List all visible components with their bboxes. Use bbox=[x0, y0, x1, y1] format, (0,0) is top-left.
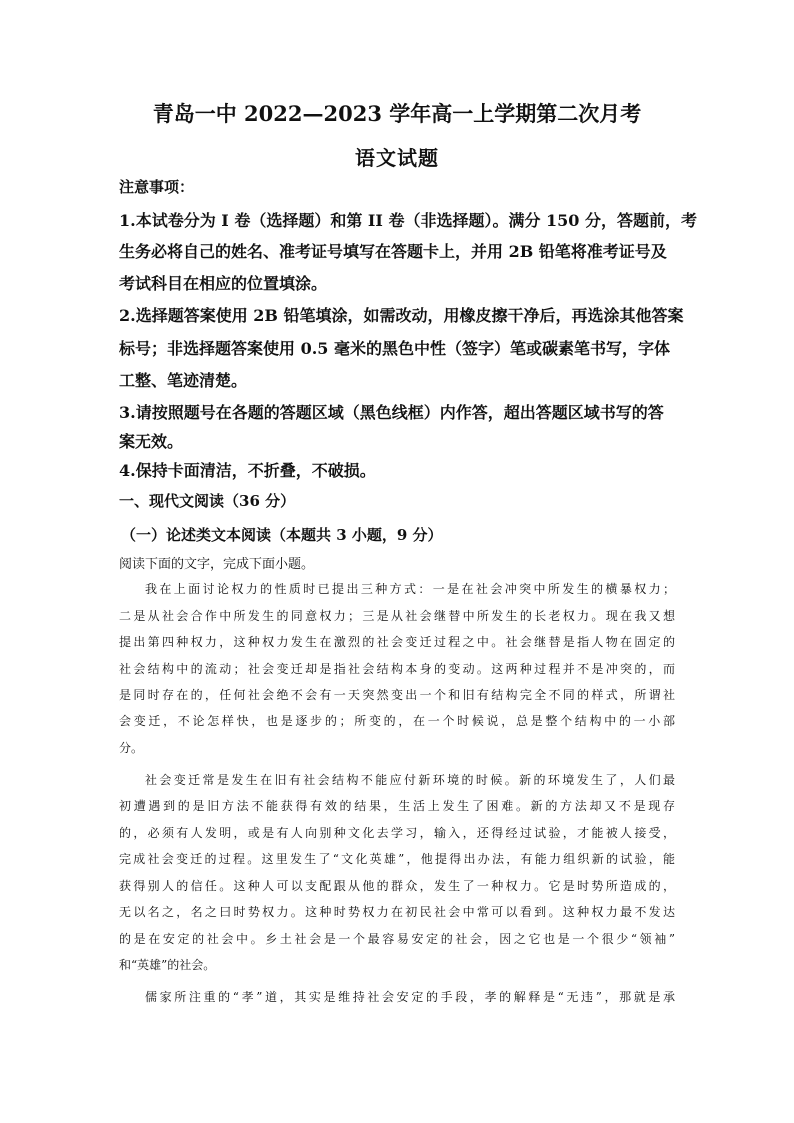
notes-line: 生务必将自己的姓名、准考证号填写在答题卡上，并用 2B 铅笔将准考证号及 bbox=[119, 242, 667, 261]
notes-line: 4.保持卡面清洁，不折叠，不破损。 bbox=[119, 461, 376, 480]
reading-instruction: 阅读下面的文字，完成下面小题。 bbox=[119, 557, 315, 572]
exam-subtitle: 语文试题 bbox=[355, 146, 439, 170]
subsection-heading: （一）论述类文本阅读（本题共 3 小题，9 分） bbox=[121, 526, 443, 544]
passage-line: 完成社会变迁的过程。这里发生了“文化英雄”，他提得出办法，有能力组织新的试验，能 bbox=[119, 852, 675, 866]
passage-line: 社会结构中的流动；社会变迁却是指社会结构本身的变动。这两种过程并不是冲突的，而 bbox=[119, 662, 675, 676]
notes-line: 工整、笔迹清楚。 bbox=[119, 371, 248, 390]
passage-line: 二是从社会合作中所发生的同意权力；三是从社会继替中所发生的长老权力。现在我又想 bbox=[119, 609, 675, 623]
notes-line: 1.本试卷分为 I 卷（选择题）和第 II 卷（非选择题）。满分 150 分，答题前，考 bbox=[119, 211, 697, 230]
passage-line: 和“英雄”的社会。 bbox=[119, 958, 216, 972]
exam-title: 青岛一中 2022—2023 学年高一上学期第二次月考 bbox=[152, 101, 642, 126]
passage-line: 会变迁，不论怎样快，也是逐步的；所变的，在一个时候说，总是整个结构中的一小部 bbox=[119, 714, 675, 728]
passage-line: 提出第四种权力，这种权力发生在激烈的社会变迁过程之中。社会继替是指人物在固定的 bbox=[119, 635, 675, 649]
passage-line: 无以名之，名之曰时势权力。这种时势权力在初民社会中常可以看到。这种权力最不发达 bbox=[119, 905, 675, 919]
passage-line: 获得别人的信任。这种人可以支配跟从他的群众，发生了一种权力。它是时势所造成的， bbox=[119, 879, 675, 893]
passage-line: 初遭遇到的是旧方法不能获得有效的结果，生活上发生了困难。新的方法却又不是现存 bbox=[119, 799, 675, 813]
passage-line: 是同时存在的，任何社会绝不会有一天突然变出一个和旧有结构完全不同的样式，所谓社 bbox=[119, 688, 675, 702]
section-heading: 一、现代文阅读（36 分） bbox=[119, 492, 296, 510]
passage-line: 分。 bbox=[119, 741, 144, 755]
notes-line: 案无效。 bbox=[119, 432, 184, 451]
passage-line: 的是在安定的社会中。乡土社会是一个最容易安定的社会，因之它也是一个很少“领袖” bbox=[119, 932, 675, 946]
passage-line: 的，必须有人发明，或是有人向别种文化去学习，输入，还得经过试验，才能被人接受， bbox=[119, 826, 675, 840]
passage-line: 我在上面讨论权力的性质时已提出三种方式：一是在社会冲突中所发生的横暴权力； bbox=[145, 582, 675, 596]
notes-line: 2.选择题答案使用 2B 铅笔填涂，如需改动，用橡皮擦干净后，再选涂其他答案 bbox=[119, 306, 684, 325]
notes-line: 标号；非选择题答案使用 0.5 毫米的黑色中性（签字）笔或碳素笔书写，字体 bbox=[119, 339, 670, 358]
passage-line: 社会变迁常是发生在旧有社会结构不能应付新环境的时候。新的环境发生了，人们最 bbox=[145, 773, 675, 787]
passage-line: 儒家所注重的“孝”道，其实是维持社会安定的手段，孝的解释是“无违”，那就是承 bbox=[145, 990, 675, 1004]
notes-label: 注意事项： bbox=[119, 178, 195, 196]
notes-line: 考试科目在相应的位置填涂。 bbox=[119, 274, 328, 293]
notes-line: 3.请按照题号在各题的答题区域（黑色线框）内作答，超出答题区域书写的答 bbox=[119, 403, 664, 422]
